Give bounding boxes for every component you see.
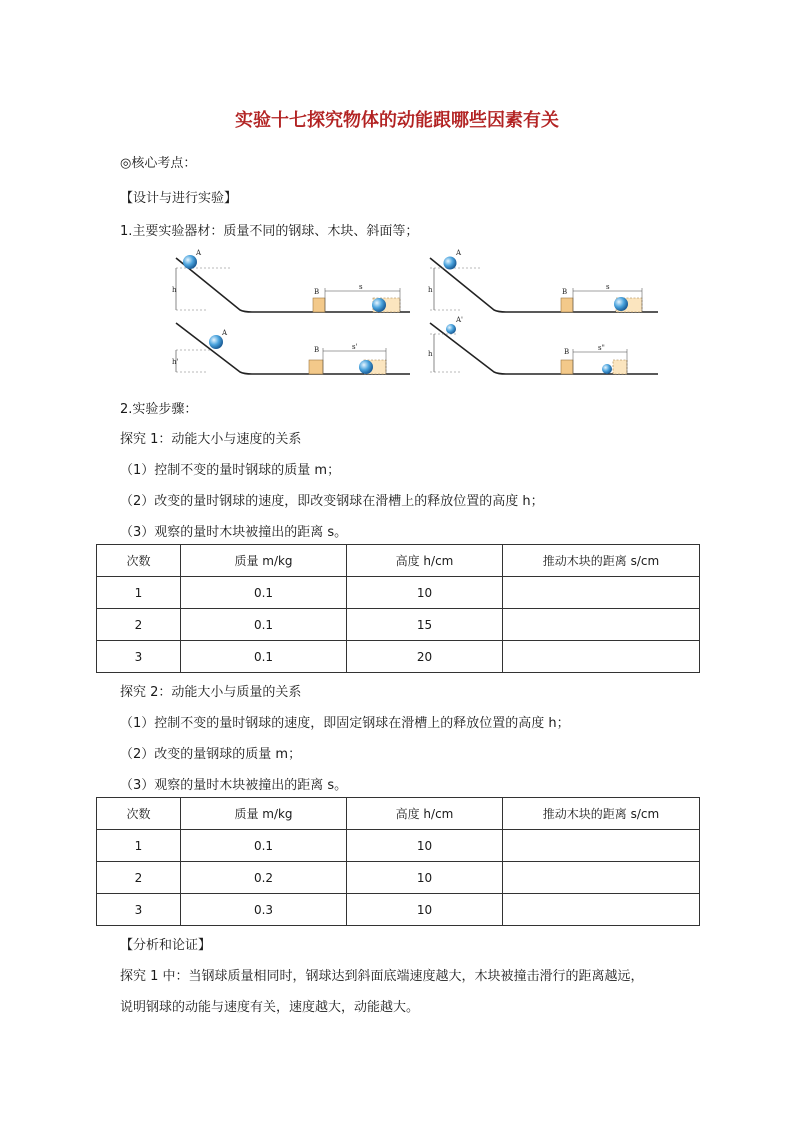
- distance-label-alt: s': [352, 343, 358, 351]
- wood-block-b: [561, 360, 573, 374]
- column-header: 高度 h/cm: [347, 798, 503, 830]
- height-label: h: [172, 286, 177, 294]
- conclusion-line: 说明钢球的动能与速度有关，速度越大，动能越大。: [120, 1000, 420, 1015]
- table-cell: 0.1: [181, 641, 347, 673]
- table-cell: 15: [347, 609, 503, 641]
- table-row: [97, 894, 700, 926]
- distance-label-alt2: s": [598, 344, 605, 352]
- column-header: 高度 h/cm: [347, 545, 503, 577]
- experiment-figure: [168, 248, 662, 380]
- steel-ball-a: [444, 257, 457, 270]
- experiment-diagram: [168, 248, 662, 380]
- table-cell: [503, 641, 700, 673]
- page-title: 实验十七探究物体的动能跟哪些因素有关: [235, 110, 559, 131]
- explore2-step: （1）控制不变的量时钢球的速度，即固定钢球在滑槽上的释放位置的高度 h；: [120, 716, 570, 731]
- column-header: 推动木块的距离 s/cm: [503, 545, 700, 577]
- small-ball-end: [602, 364, 612, 374]
- ball-label: A: [456, 249, 462, 257]
- diagram-panel-1: [172, 249, 410, 312]
- table-row: [97, 862, 700, 894]
- explore1-step: （3）观察的量时木块被撞出的距离 s。: [120, 525, 348, 540]
- explore2-step: （3）观察的量时木块被撞出的距离 s。: [120, 778, 348, 793]
- table-row: [97, 609, 700, 641]
- table-cell: 1: [97, 577, 181, 609]
- table-cell: [503, 894, 700, 926]
- height-label-alt: h': [172, 358, 179, 366]
- explore1-heading: 探究 1：动能大小与速度的关系: [120, 432, 302, 447]
- section-analysis-heading: 【分析和论证】: [120, 938, 212, 953]
- table-row: [97, 577, 700, 609]
- table-cell: 10: [347, 894, 503, 926]
- column-header: 质量 m/kg: [181, 545, 347, 577]
- table-header-row: [97, 798, 700, 830]
- explore1-step: （1）控制不变的量时钢球的质量 m；: [120, 463, 341, 478]
- diagram-panel-4: [428, 316, 658, 374]
- block-label: B: [314, 288, 320, 296]
- block-label: B: [564, 348, 570, 356]
- steel-ball-end: [372, 298, 386, 312]
- column-header: 次数: [97, 545, 181, 577]
- table-cell: [503, 609, 700, 641]
- column-header: 次数: [97, 798, 181, 830]
- distance-label: s: [359, 283, 363, 291]
- wood-block-b: [313, 298, 325, 312]
- table-cell: 0.3: [181, 894, 347, 926]
- steel-ball-a: [183, 255, 197, 269]
- explore1-step: （2）改变的量时钢球的速度，即改变钢球在滑槽上的释放位置的高度 h；: [120, 494, 544, 509]
- table-cell: 2: [97, 862, 181, 894]
- height-label: h: [428, 350, 433, 358]
- explore1-table: [96, 544, 700, 673]
- table-cell: 0.1: [181, 830, 347, 862]
- table-cell: 10: [347, 577, 503, 609]
- wood-block-b: [309, 360, 323, 374]
- table-cell: 10: [347, 862, 503, 894]
- equipment-text: 1.主要实验器材：质量不同的钢球、木块、斜面等；: [120, 224, 419, 239]
- section-design-heading: 【设计与进行实验】: [120, 191, 238, 206]
- explore2-table: [96, 797, 700, 926]
- table-cell: 0.2: [181, 862, 347, 894]
- ball-label-alt: A': [456, 316, 463, 324]
- table-cell: 2: [97, 609, 181, 641]
- table-cell: 20: [347, 641, 503, 673]
- distance-label: s: [606, 283, 610, 291]
- table-cell: [503, 577, 700, 609]
- table-cell: 1: [97, 830, 181, 862]
- table-header-row: [97, 545, 700, 577]
- core-points-label: ◎核心考点：: [120, 156, 197, 171]
- steps-heading: 2.实验步骤：: [120, 402, 198, 417]
- height-label: h: [428, 286, 433, 294]
- table-cell: 3: [97, 641, 181, 673]
- ball-label: A: [196, 249, 202, 257]
- column-header: 推动木块的距离 s/cm: [503, 798, 700, 830]
- table-cell: 0.1: [181, 609, 347, 641]
- table-row: [97, 830, 700, 862]
- column-header: 质量 m/kg: [181, 798, 347, 830]
- steel-ball-a: [209, 335, 223, 349]
- block-label: B: [314, 346, 320, 354]
- table-cell: 3: [97, 894, 181, 926]
- table-cell: [503, 862, 700, 894]
- table-row: [97, 641, 700, 673]
- steel-ball-end: [614, 297, 628, 311]
- small-ball-a-prime: [446, 324, 456, 334]
- block-label: B: [562, 288, 568, 296]
- diagram-panel-2: [428, 249, 658, 312]
- wood-block-b: [561, 298, 573, 312]
- conclusion-line: 探究 1 中：当钢球质量相同时，钢球达到斜面底端速度越大，木块被撞击滑行的距离越远，: [120, 969, 644, 984]
- steel-ball-end: [359, 360, 373, 374]
- table-cell: 0.1: [181, 577, 347, 609]
- diagram-panel-3: [172, 323, 410, 374]
- explore2-step: （2）改变的量钢球的质量 m；: [120, 747, 302, 762]
- ball-label: A: [222, 329, 228, 337]
- explore2-heading: 探究 2：动能大小与质量的关系: [120, 685, 302, 700]
- table-cell: 10: [347, 830, 503, 862]
- table-cell: [503, 830, 700, 862]
